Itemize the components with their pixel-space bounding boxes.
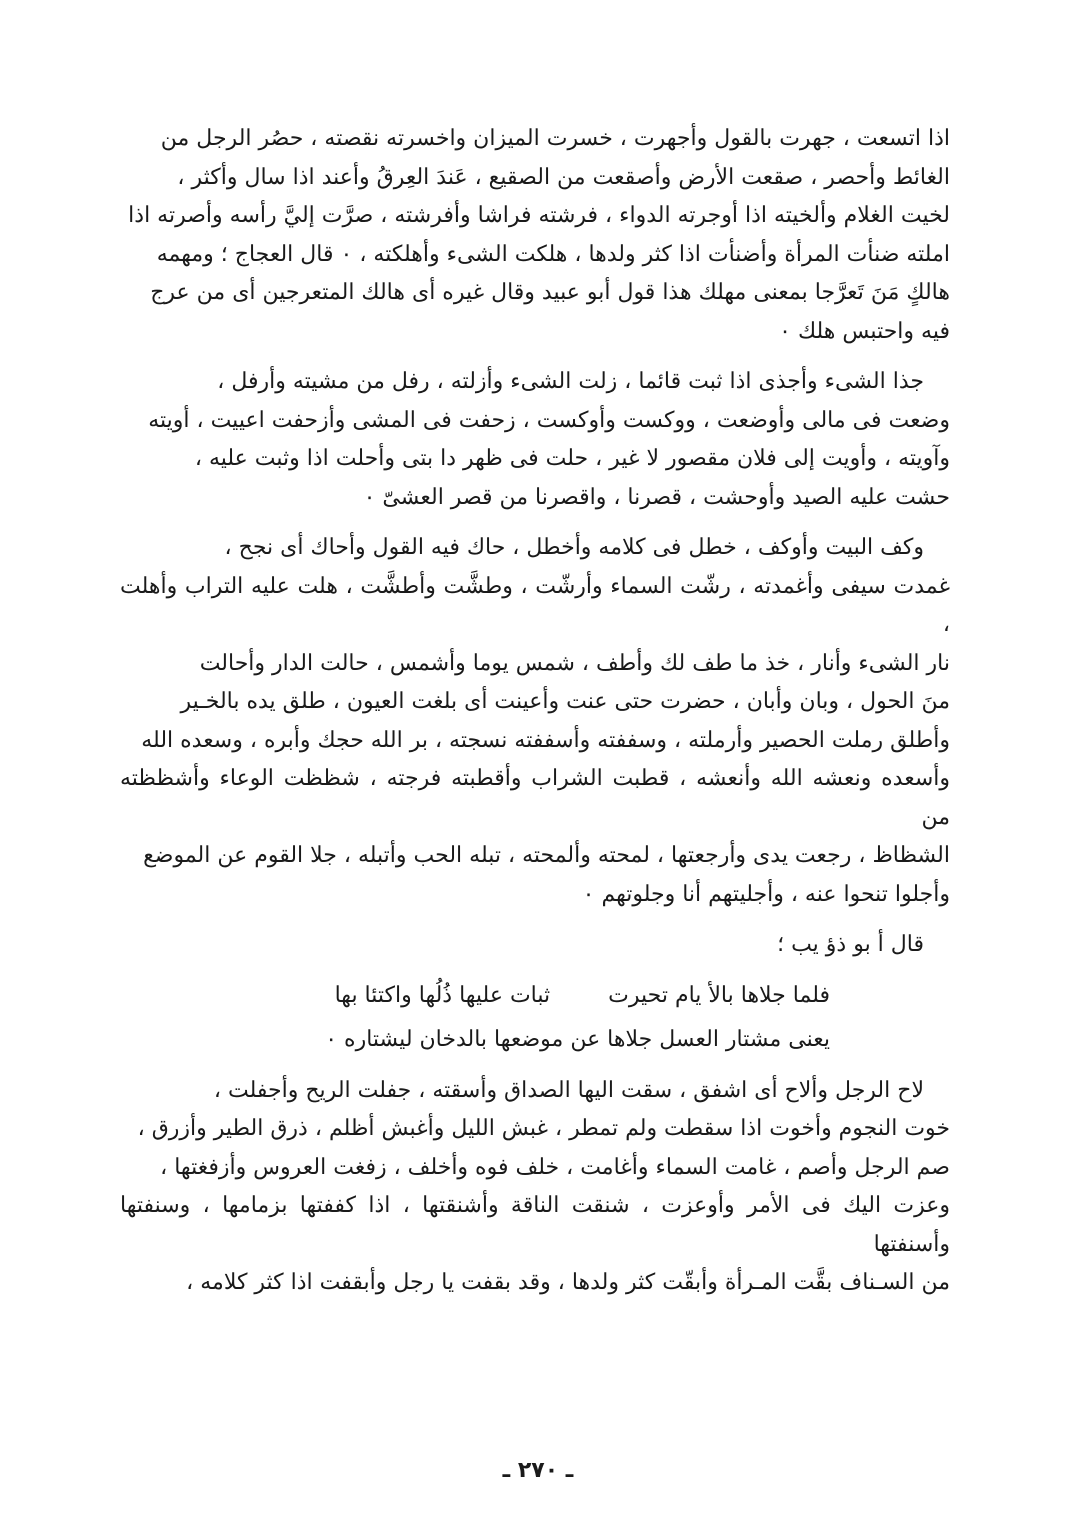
text-line: وأجلوا تنحوا عنه ، وأجليتهم أنا وجلوتهم ٠ — [582, 881, 950, 907]
text-line: وأطلق رملت الحصير وأرملته ، وسففته وأسففته نسجته ، بر الله حجك وأبره ، وسعده الله — [141, 727, 950, 753]
text-line: لخيت الغلام وألخيته اذا أوجرته الدواء ، فرشته فراشا وأفرشته ، صرَّت إليَّ رأسه وأصرته اذا — [128, 203, 950, 228]
poem-verse — [120, 977, 950, 1016]
text-line: وكف البيت وأوكف ، خطل فى كلامه وأخطل ، حاك فيه القول وأحاك أى نجح ، — [224, 535, 924, 560]
text-line: حشت عليه الصيد وأوحشت ، قصرنا ، واقصرنا من قصر العشىّ ٠ — [363, 484, 950, 510]
text-line: منَ الحول ، وبان وأبان ، حضرت حتى عنت وأعينت أى بلغت العيون ، طلق يده بالخـير — [180, 689, 950, 714]
text-line: خوت النجوم وأخوت اذا سقطت ولم تمطر ، غبش الليل وأغبش أظلم ، ذرق الطير وأزرق ، — [137, 1116, 950, 1141]
verse-first-hemistich: فلما جلاها بالأ يام تحيرت — [608, 982, 830, 1008]
text-line: الشظاظ ، رجعت يدى وأرجعتها ، لمحته وألمحته ، تبله الحب وأتبله ، جلا القوم عن الموضع — [143, 843, 950, 868]
text-line: هالكٍ مَنَ تَعرَّجا بمعنى مهلك هذا قول أبو عبيد وقال غيره أى هالك المتعرجين أى من عرج — [150, 280, 950, 305]
text-line: جذا الشىء وأجذى اذا ثبت قائما ، زلت الشىء وأزلته ، رفل من مشيته وأرفل ، — [217, 369, 924, 394]
paragraph-2 — [120, 363, 950, 517]
paragraph-4 — [120, 1072, 950, 1303]
paragraph-1 — [120, 120, 950, 351]
verse-commentary: يعنى مشتار العسل جلاها عن موضعها بالدخان ليشتاره ٠ — [325, 1027, 830, 1052]
page-number: ـ ٢٧٠ ـ — [502, 1458, 574, 1483]
text-line: وآويته ، وأويت إلى فلان مقصور لا غير ، حلت فى ظهر دا بتى وأحلت اذا وثبت عليه ، — [194, 446, 950, 471]
text-line: صم الرجل وأصم ، غامت السماء وأغامت ، خلف فوه وأخلف ، زفغت العروس وأزفغتها ، — [160, 1154, 950, 1180]
text-line: اذا اتسعت ، جهرت بالقول وأجهرت ، خسرت الميزان واخسرته نقصته ، حصُر الرجل من — [160, 126, 950, 151]
poem-attribution: قال أ بو ذؤ يب ؛ — [777, 932, 924, 957]
text-line: وضعت فى مالى وأوضعت ، ووكست وأوكست ، زحفت فى المشى وأزحفت اعييت ، أويته — [148, 407, 950, 433]
text-line: غمدت سيفى وأغمدته ، رشّت السماء وأرشّت ، وطشَّت وأطشَّت ، هلت عليه التراب وأهلت ، — [120, 573, 950, 637]
text-line: وعزت اليك فى الأمر وأوعزت ، شنقت الناقة وأشنقتها ، اذا كففتها بزمامها ، وسنفتها وأسنفتها — [120, 1193, 950, 1257]
text-line: فيه واحتبس هلك ٠ — [779, 318, 950, 344]
text-line: نار الشىء وأنار ، خذ ما طف لك وأطف ، شمس يوما وأشمس ، حالت الدار وأحالت — [199, 650, 950, 676]
text-line: الغائط وأحصر ، صقعت الأرض وأصقعت من الصقيع ، عَندَ العِرقُ وأعند اذا سال وأكثر ، — [177, 164, 950, 190]
text-line: لاح الرجل وألاح أى اشفق ، سقت اليها الصداق وأسقته ، جفلت الريح وأجفلت ، — [213, 1077, 924, 1103]
verse-second-hemistich: ثبات عليها ذُلُها واكتئا بها — [334, 982, 551, 1008]
text-line: وأسعده ونعشه الله وأنعشه ، قطبت الشراب وأقطبته فرجته ، شظظت الوعاء وأشظظته من — [120, 766, 950, 830]
text-line: املته ضنأت المرأة وأضنأت اذا كثر ولدها ، هلكت الشىء وأهلكته ، ٠ قال العجاج ؛ ومهمه — [156, 241, 950, 267]
page-body — [120, 120, 950, 1315]
paragraph-3 — [120, 529, 950, 914]
text-line: من السـناف بقَّت المـرأة وأبقّت كثر ولدها ، وقد بقفت يا رجل وأبقفت اذا كثر كلامه ، — [186, 1270, 950, 1295]
